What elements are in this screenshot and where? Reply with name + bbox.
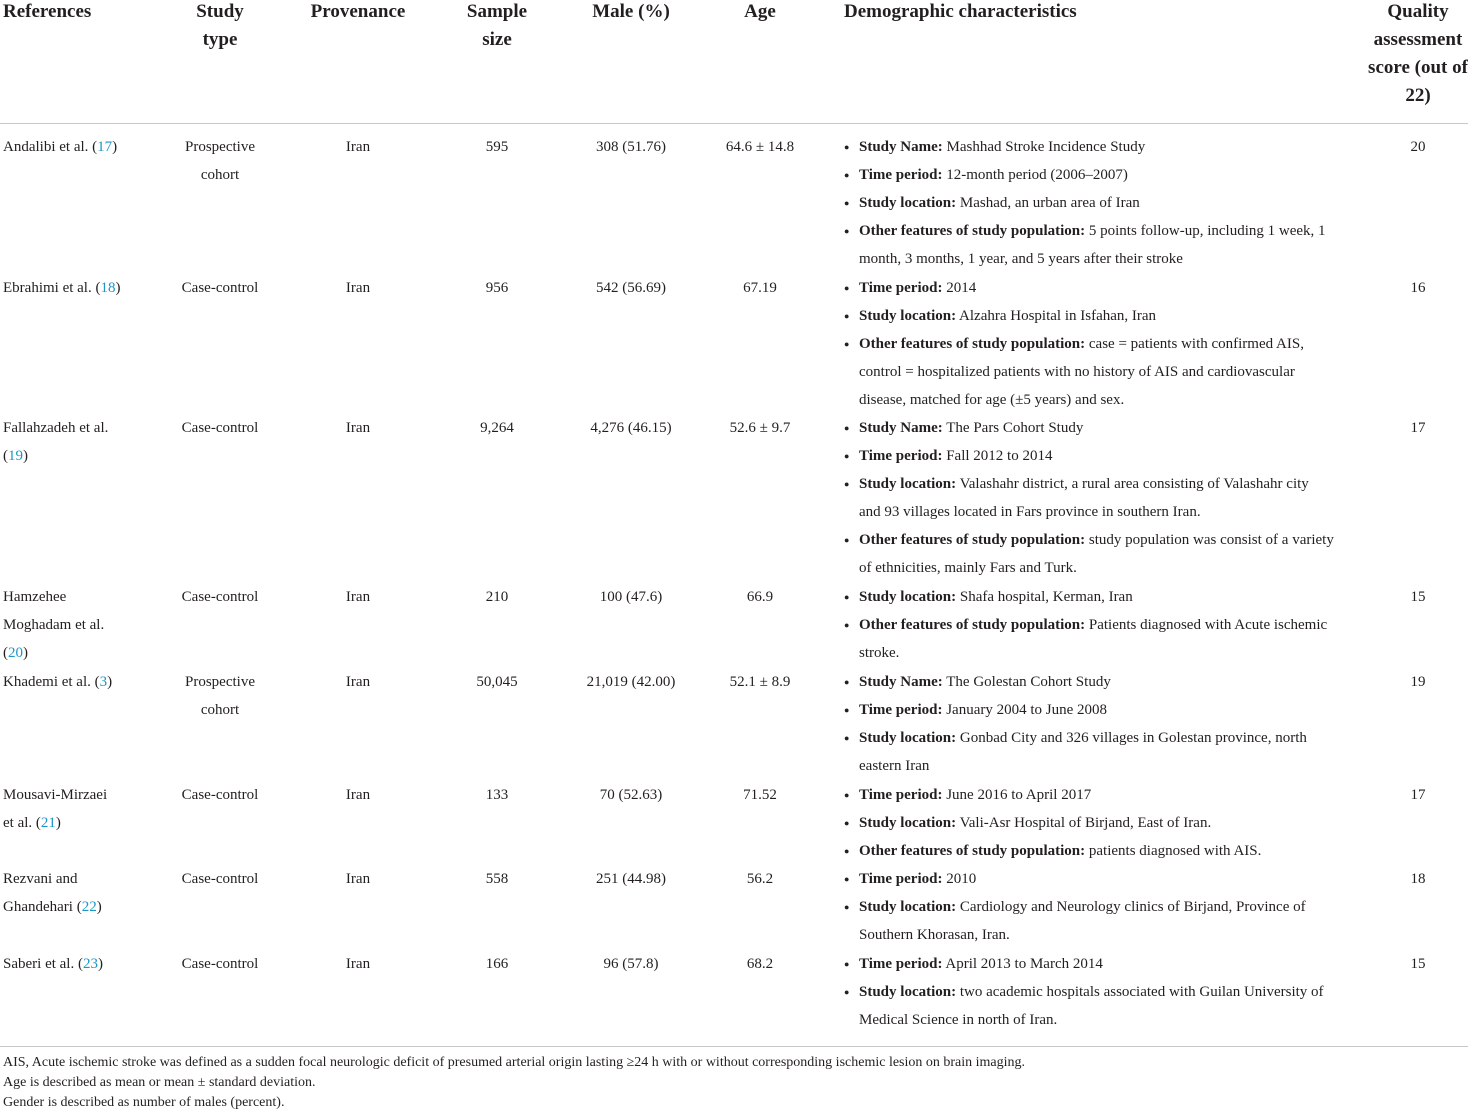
reference-link[interactable]: 18 <box>100 280 116 296</box>
demographic-list <box>844 668 1334 780</box>
demographic-label: Time period: <box>859 702 943 718</box>
age-cell: 68.2 <box>746 956 774 972</box>
demographic-label: Study location: <box>859 195 957 211</box>
demographic-text: The Pars Cohort Study <box>942 420 1084 436</box>
demographic-list <box>844 865 1334 949</box>
quality-cell: 15 <box>1410 956 1426 972</box>
provenance-cell: Iran <box>345 280 371 296</box>
demographic-item <box>844 189 1334 217</box>
reference-name: Saberi et al. ( <box>3 956 83 972</box>
age-cell: 52.6 ± 9.7 <box>729 420 791 436</box>
age-cell: 67.19 <box>743 280 777 296</box>
demographic-text: 2014 <box>942 280 977 296</box>
demographic-label: Study location: <box>859 589 957 605</box>
table-header <box>0 0 1468 124</box>
demographic-label: Time period: <box>859 167 943 183</box>
demographic-text: Shafa hospital, Kerman, Iran <box>956 589 1133 605</box>
reference-close-paren: ) <box>23 448 28 464</box>
header-age: Age <box>744 1 776 22</box>
quality-cell: 16 <box>1410 280 1426 296</box>
provenance-cell: Iran <box>345 787 371 803</box>
reference-name: ( <box>3 645 8 661</box>
demographic-text: study population was consist of a variety of ethnicities, mainly Fars and Turk. <box>859 532 1334 576</box>
demographic-item <box>844 837 1334 865</box>
reference-close-paren: ) <box>107 674 113 690</box>
demographic-item <box>844 893 1334 949</box>
sample-size-cell: 558 <box>485 871 509 887</box>
demographic-item <box>844 217 1334 273</box>
male-cell: 100 (47.6) <box>599 589 663 605</box>
demographic-item <box>844 133 1334 161</box>
demographic-item <box>844 809 1334 837</box>
reference-name: Ebrahimi et al. ( <box>3 280 101 296</box>
male-cell: 96 (57.8) <box>603 956 659 972</box>
demographic-text: Vali-Asr Hospital of Birjand, East of Iran. <box>956 815 1212 831</box>
quality-cell: 19 <box>1410 674 1426 690</box>
reference-link[interactable]: 20 <box>8 645 23 661</box>
reference-link[interactable]: 21 <box>40 815 56 831</box>
demographic-label: Study location: <box>859 730 957 746</box>
age-cell: 64.6 ± 14.8 <box>725 139 795 155</box>
reference-link[interactable]: 19 <box>8 448 23 464</box>
demographic-text: Cardiology and Neurology clinics of Birjand, Province of Southern Khorasan, Iran. <box>859 899 1306 943</box>
reference-cell <box>3 274 128 302</box>
header-male: Male (%) <box>592 1 670 22</box>
reference-close-paren: ) <box>112 139 118 155</box>
reference-name: Ghandehari ( <box>3 899 82 915</box>
table-footnotes <box>0 1046 1468 1113</box>
footnote-age: Age is described as mean or mean ± standard deviation. <box>3 1075 316 1090</box>
reference-close-paren: ) <box>97 956 103 972</box>
sample-size-cell: 956 <box>485 280 509 296</box>
demographic-label: Study Name: <box>859 139 943 155</box>
male-cell: 308 (51.76) <box>596 139 666 155</box>
demographic-list <box>844 781 1334 865</box>
header-demographic: Demographic characteristics <box>844 1 1077 22</box>
demographic-item <box>844 330 1334 414</box>
reference-name: Fallahzadeh et al. <box>3 420 109 436</box>
demographic-item <box>844 978 1334 1034</box>
footnote-gender: Gender is described as number of males (percent). <box>3 1095 285 1110</box>
sample-size-cell: 133 <box>485 787 509 803</box>
study-type-cell: Case-control <box>181 871 259 887</box>
reference-name: Khademi et al. ( <box>3 674 100 690</box>
reference-cell <box>3 950 128 978</box>
demographic-item <box>844 274 1334 302</box>
demographic-label: Other features of study population: <box>859 617 1086 633</box>
demographic-item <box>844 414 1334 442</box>
provenance-cell: Iran <box>345 956 371 972</box>
header-sample-size: Sample size <box>466 1 528 50</box>
sample-size-cell: 210 <box>485 589 509 605</box>
demographic-text: 5 points follow-up, including 1 week, 1 month, 3 months, 1 year, and 5 years after their stroke <box>859 223 1326 267</box>
demographic-item <box>844 302 1334 330</box>
quality-cell: 17 <box>1410 420 1426 436</box>
male-cell: 21,019 (42.00) <box>586 674 676 690</box>
quality-cell: 15 <box>1410 589 1426 605</box>
demographic-text: Mashad, an urban area of Iran <box>956 195 1140 211</box>
provenance-cell: Iran <box>345 139 371 155</box>
demographic-item <box>844 470 1334 526</box>
reference-close-paren: ) <box>96 899 102 915</box>
demographic-label: Study location: <box>859 815 957 831</box>
demographic-label: Time period: <box>859 280 943 296</box>
reference-cell <box>3 583 128 667</box>
quality-cell: 18 <box>1410 871 1426 887</box>
sample-size-cell: 50,045 <box>476 674 518 690</box>
demographic-item <box>844 696 1334 724</box>
demographic-list <box>844 133 1334 273</box>
reference-close-paren: ) <box>115 280 121 296</box>
header-references: References <box>3 1 92 22</box>
demographic-text: Gonbad City and 326 villages in Golestan province, north eastern Iran <box>859 730 1307 774</box>
demographic-item <box>844 442 1334 470</box>
demographic-label: Time period: <box>859 956 943 972</box>
demographic-label: Time period: <box>859 787 943 803</box>
reference-close-paren: ) <box>55 815 61 831</box>
reference-link[interactable]: 23 <box>82 956 98 972</box>
reference-name: Mousavi-Mirzaei <box>3 787 108 803</box>
demographic-list <box>844 583 1334 667</box>
demographic-label: Time period: <box>859 448 943 464</box>
reference-cell <box>3 781 128 837</box>
study-type-cell: Case-control <box>181 956 259 972</box>
study-type-cell: Case-control <box>181 420 259 436</box>
demographic-label: Study location: <box>859 899 957 915</box>
footnote-ais: AIS, Acute ischemic stroke was defined as a sudden focal neurologic deficit of presumed arterial origin lasting ≥24 h with or without corresponding ischemic lesion on brain imaging. <box>3 1055 1026 1070</box>
male-cell: 70 (52.63) <box>599 787 663 803</box>
reference-cell <box>3 865 128 921</box>
provenance-cell: Iran <box>345 420 371 436</box>
demographic-text: 12-month period (2006–2007) <box>942 167 1128 183</box>
demographic-list <box>844 950 1334 1034</box>
demographic-text: patients diagnosed with AIS. <box>1085 843 1262 859</box>
demographic-label: Study location: <box>859 476 957 492</box>
reference-cell <box>3 133 128 161</box>
age-cell: 71.52 <box>743 787 777 803</box>
demographic-text: 2010 <box>942 871 977 887</box>
demographic-item <box>844 161 1334 189</box>
demographic-item <box>844 668 1334 696</box>
demographic-text: Mashhad Stroke Incidence Study <box>942 139 1146 155</box>
demographic-text: June 2016 to April 2017 <box>942 787 1092 803</box>
demographic-text: Alzahra Hospital in Isfahan, Iran <box>956 308 1157 324</box>
provenance-cell: Iran <box>345 871 371 887</box>
study-type-cell: Case-control <box>181 787 259 803</box>
study-type-cell: Prospective cohort <box>185 674 255 718</box>
demographic-text: The Golestan Cohort Study <box>942 674 1111 690</box>
header-quality: Quality assessment score (out of 22) <box>1368 1 1468 106</box>
demographic-label: Study location: <box>859 308 957 324</box>
quality-cell: 20 <box>1410 139 1426 155</box>
reference-name: et al. ( <box>3 815 41 831</box>
demographic-label: Study Name: <box>859 674 943 690</box>
demographic-item <box>844 526 1334 582</box>
demographic-text: April 2013 to March 2014 <box>942 956 1103 972</box>
male-cell: 4,276 (46.15) <box>590 420 672 436</box>
reference-link[interactable]: 3 <box>99 674 108 690</box>
demographic-label: Time period: <box>859 871 943 887</box>
demographic-label: Study Name: <box>859 420 943 436</box>
demographic-item <box>844 865 1334 893</box>
header-study-type: Study type <box>196 1 244 50</box>
reference-name: Hamzehee <box>3 589 67 605</box>
reference-cell <box>3 414 128 470</box>
sample-size-cell: 9,264 <box>480 420 514 436</box>
demographic-label: Other features of study population: <box>859 532 1086 548</box>
demographic-item <box>844 781 1334 809</box>
demographic-text: two academic hospitals associated with Guilan University of Medical Science in north of Iran. <box>859 984 1324 1028</box>
demographic-text: Patients diagnosed with Acute ischemic stroke. <box>859 617 1328 661</box>
reference-name: Andalibi et al. ( <box>3 139 98 155</box>
age-cell: 52.1 ± 8.9 <box>729 674 791 690</box>
reference-cell <box>3 668 128 696</box>
male-cell: 542 (56.69) <box>596 280 666 296</box>
reference-name: Rezvani and <box>3 871 78 887</box>
demographic-label: Other features of study population: <box>859 336 1086 352</box>
sample-size-cell: 595 <box>485 139 509 155</box>
reference-name: Moghadam et al. <box>3 617 105 633</box>
demographic-text: Valashahr district, a rural area consisting of Valashahr city and 93 villages located in Fars province in southern Iran. <box>859 476 1309 520</box>
demographic-text: Fall 2012 to 2014 <box>942 448 1053 464</box>
male-cell: 251 (44.98) <box>596 871 666 887</box>
demographic-item <box>844 583 1334 611</box>
reference-name: ( <box>3 448 8 464</box>
provenance-cell: Iran <box>345 589 371 605</box>
study-type-cell: Prospective cohort <box>185 139 255 183</box>
sample-size-cell: 166 <box>485 956 509 972</box>
demographic-label: Other features of study population: <box>859 843 1086 859</box>
reference-link[interactable]: 22 <box>81 899 97 915</box>
reference-link[interactable]: 17 <box>97 139 113 155</box>
reference-close-paren: ) <box>23 645 28 661</box>
demographic-item <box>844 611 1334 667</box>
study-type-cell: Case-control <box>181 280 259 296</box>
demographic-list <box>844 414 1334 582</box>
demographic-item <box>844 950 1334 978</box>
study-type-cell: Case-control <box>181 589 259 605</box>
demographic-list <box>844 274 1334 414</box>
demographic-text: case = patients with confirmed AIS, control = hospitalized patients with no history of AIS and cardiovascular disease, matched for age (±5 years) and sex. <box>859 336 1304 408</box>
quality-cell: 17 <box>1410 787 1426 803</box>
header-provenance: Provenance <box>310 1 406 22</box>
demographic-label: Study location: <box>859 984 957 1000</box>
demographic-text: January 2004 to June 2008 <box>942 702 1108 718</box>
demographic-label: Other features of study population: <box>859 223 1086 239</box>
age-cell: 56.2 <box>746 871 774 887</box>
age-cell: 66.9 <box>746 589 774 605</box>
provenance-cell: Iran <box>345 674 371 690</box>
demographic-item <box>844 724 1334 780</box>
